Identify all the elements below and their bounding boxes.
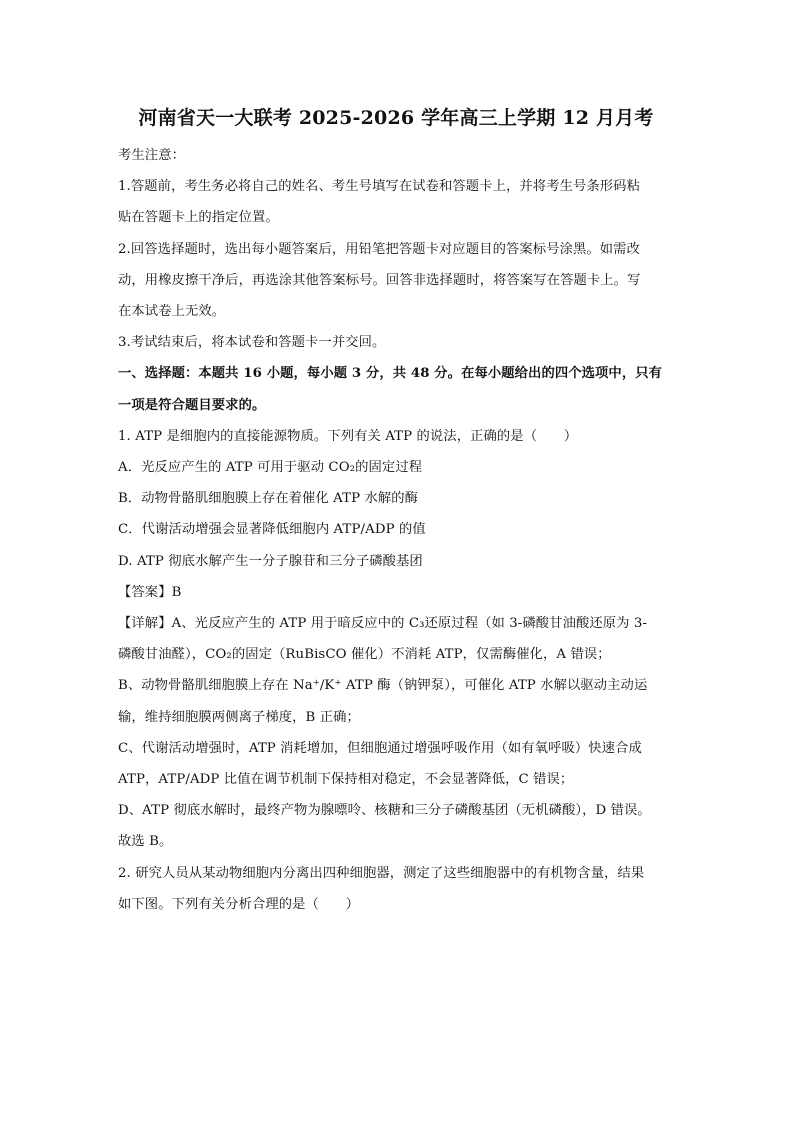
question-1-answer: 【答案】B [118, 584, 182, 600]
question-1 [118, 421, 674, 858]
question-2-stem-line-2: 如下图。下列有关分析合理的是（ ） [118, 896, 360, 912]
question-1-detail-line-8: 故选 B。 [118, 834, 173, 850]
question-1-detail-line-6: ATP，ATP/ADP 比值在调节机制下保持相对稳定，不会显著降低，C 错误； [118, 772, 574, 788]
question-1-detail-line-7: D、ATP 彻底水解时，最终产物为腺嘌呤、核糖和三分子磷酸基团（无机磷酸），D 错误。 [118, 803, 651, 819]
question-1-stem: 1. ATP 是细胞内的直接能源物质。下列有关 ATP 的说法，正确的是（ ） [118, 428, 578, 444]
question-1-option-a: A．光反应产生的 ATP 可用于驱动 CO₂的固定过程 [118, 460, 423, 476]
question-1-detail-line-1: 【详解】A、光反应产生的 ATP 用于暗反应中的 C₃还原过程（如 3-磷酸甘油酸还原为 3- [118, 616, 648, 632]
notice-heading: 考生注意： [118, 148, 185, 163]
section-heading-line-1: 一、选择题：本题共 16 小题，每小题 3 分，共 48 分。在每小题给出的四个选项中，只有 [118, 366, 663, 382]
notice-item-1-line-2: 贴在答题卡上的指定位置。 [118, 210, 279, 226]
question-1-detail-line-4: 输，维持细胞膜两侧离子梯度，B 正确； [118, 709, 360, 725]
question-1-detail-line-2: 磷酸甘油醛），CO₂的固定（RuBisCO 催化）不消耗 ATP，仅需酶催化，A 错误； [118, 647, 611, 663]
notice-section [118, 140, 674, 358]
question-2-stem-line-1: 2. 研究人员从某动物细胞内分离出四种细胞器，测定了这些细胞器中的有机物含量，结果 [118, 865, 645, 881]
notice-item-2-line-3: 在本试卷上无效。 [118, 304, 226, 320]
notice-item-3: 3.考试结束后，将本试卷和答题卡一并交回。 [118, 335, 386, 351]
section-choice-heading [118, 358, 674, 420]
notice-item-2-line-2: 动，用橡皮擦干净后，再选涂其他答案标号。回答非选择题时，将答案写在答题卡上。写 [118, 272, 641, 288]
question-1-detail-line-5: C、代谢活动增强时，ATP 消耗增加，但细胞通过增强呼吸作用（如有氧呼吸）快速合成 [118, 740, 642, 756]
question-1-option-b: B．动物骨骼肌细胞膜上存在着催化 ATP 水解的酶 [118, 491, 419, 507]
question-1-option-c: C．代谢活动增强会显著降低细胞内 ATP/ADP 的值 [118, 522, 426, 538]
exam-title: 河南省天一大联考 2025-2026 学年高三上学期 12 月月考 [138, 107, 654, 129]
question-1-option-d: D. ATP 彻底水解产生一分子腺苷和三分子磷酸基团 [118, 553, 423, 569]
notice-item-1-line-1: 1.答题前，考生务必将自己的姓名、考生号填写在试卷和答题卡上，并将考生号条形码粘 [118, 179, 640, 195]
question-2 [118, 858, 674, 920]
section-heading-line-2: 一项是符合题目要求的。 [118, 397, 266, 413]
question-1-detail-line-3: B、动物骨骼肌细胞膜上存在 Na⁺/K⁺ ATP 酶（钠钾泵），可催化 ATP 水解以驱动主动运 [118, 678, 648, 694]
notice-item-2-line-1: 2.回答选择题时，选出每小题答案后，用铅笔把答题卡对应题目的答案标号涂黑。如需改 [118, 241, 640, 257]
